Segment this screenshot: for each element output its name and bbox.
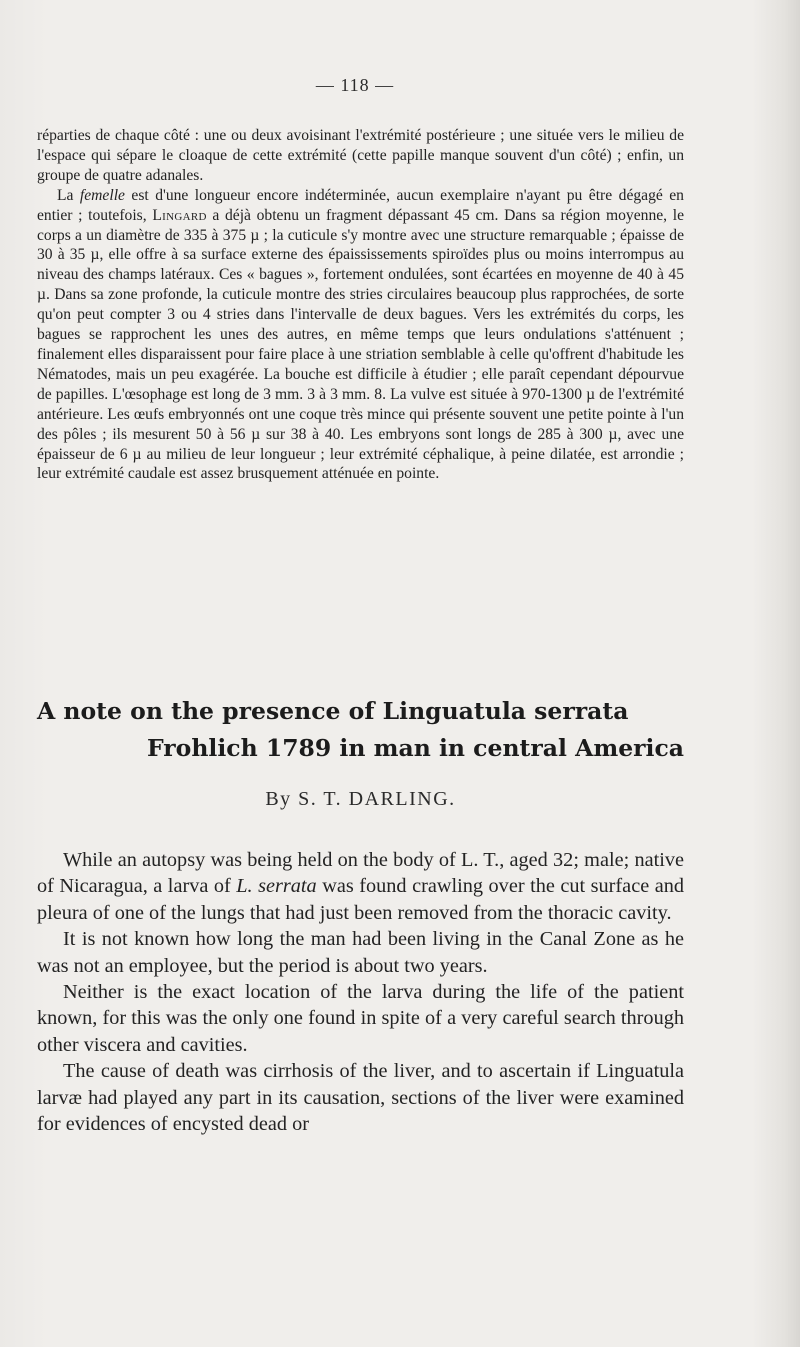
article-title (37, 693, 684, 767)
french-paragraph-2-part-c: a déjà obtenu un fragment dépassant 45 cm. Dans sa région moyenne, le corps a un diamètre de 335 à 375 µ ; la cuticule s'y montre avec une structure remarquable ; épaisse de 30 à 35 µ, elle offre à sa surface externe des épaississements spiroïdes plus ou moins interrompus au niveau des champs latéraux. Ces « bagues », fortement ondulées, sont écartées en moyenne de 40 à 45 µ. Dans sa zone profonde, la cuticule montre des stries circulaires beaucoup plus rapprochées, de sorte qu'on peut compter 3 ou 4 stries dans l'intervalle de deux bagues. Vers les extrémités du corps, les bagues se rapprochent les unes des autres, en même temps que leurs ondulations s'atténuent ; finalement elles disparaissent pour faire place à une striation semblable à celle qu'offrent d'habitude les Nématodes, mais un peu exagérée. La bouche est difficile à étudier ; elle paraît cependant dépourvue de papilles. L'œsophage est long de 3 mm. 3 à 3 mm. 8. La vulve est située à 970-1300 µ de l'extrémité antérieure. Les œufs embryonnés ont une coque très mince qui présente souvent une petite pointe à l'un des pôles ; ils mesurent 50 à 56 µ sur 38 à 40. Les embryons sont longs de 285 à 300 µ, avec une épaisseur de 6 µ au milieu de leur longueur ; leur extrémité céphalique, à peine dilatée, est arrondie ; leur extrémité caudale est assez brusquement atténuée en pointe. (37, 206, 684, 483)
french-text-block (37, 126, 684, 484)
french-paragraph-2 (37, 186, 684, 485)
article-title-line-2: Frohlich 1789 in man in central America (147, 734, 684, 762)
french-paragraph-2-start: La (57, 186, 80, 204)
article-byline: By S. T. DARLING. (265, 788, 456, 810)
article-title-line-1: A note on the presence of Linguatula serrata (37, 697, 629, 725)
italic-femelle: femelle (79, 186, 125, 204)
page-number: — 118 — (315, 75, 395, 95)
english-paragraph-1-end: was found crawling over the cut surface and pleura of one of the lungs that had just been removed from the thoracic cavity. (37, 875, 684, 924)
italic-species-name: L. serrata (236, 875, 317, 898)
english-paragraph-3: Neither is the exact location of the larva during the life of the patient known, for this was the only one found in spite of a very careful search through other viscera and cavities. (37, 981, 684, 1056)
french-paragraph-2-part-b: est d'une longueur encore indéterminée, aucun exemplaire n'ayant pu être dégagé en entier ; toutefois, (37, 186, 684, 224)
english-text-block (37, 847, 684, 1137)
english-paragraph-1 (37, 847, 684, 926)
english-paragraph-2: It is not known how long the man had been living in the Canal Zone as he was not an employee, but the period is about two years. (37, 928, 684, 977)
english-paragraph-1-start: While an autopsy was being held on the body of L. T., aged 32; male; native of Nicaragua, a larva of (37, 849, 684, 898)
author-name-lingard: Lingard (152, 206, 207, 224)
english-paragraph-4: The cause of death was cirrhosis of the liver, and to ascertain if Linguatula larvæ had played any part in its causation, sections of the liver were examined for evidences of encysted dead or (37, 1060, 684, 1136)
french-paragraph-1: réparties de chaque côté : une ou deux avoisinant l'extrémité postérieure ; une située vers le milieu de l'espace qui sépare le cloaque de cette extrémité (cette papille manque souvent d'un côté) ; enfin, un groupe de quatre adanales. (37, 127, 684, 184)
